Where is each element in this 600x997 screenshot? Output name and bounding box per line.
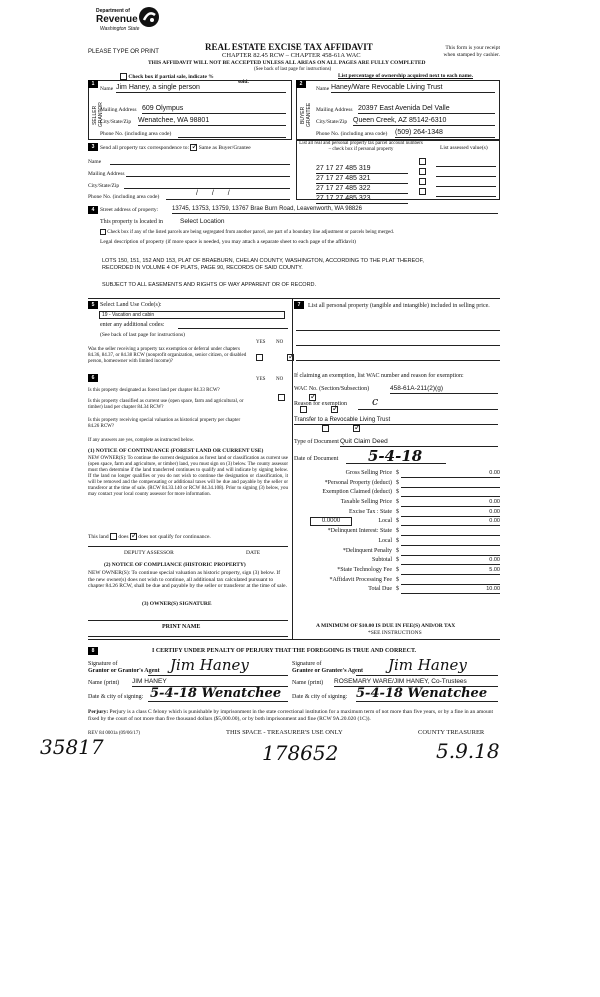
assessed-value-field[interactable] bbox=[436, 187, 496, 197]
ownership-pct: List percentage of ownership acquired next to each name. bbox=[338, 73, 473, 79]
parcel-header: List all real and personal property tax parcel account numbers – check box if personal property bbox=[299, 141, 423, 152]
currency-sign: $ bbox=[396, 537, 399, 544]
parcel-row bbox=[316, 187, 426, 202]
assessed-value-field[interactable] bbox=[436, 157, 496, 167]
tax-row-label: *Affidavit Processing Fee bbox=[329, 576, 392, 583]
tax-row-value[interactable] bbox=[401, 577, 500, 585]
qualify-row: This land does ✓ does not qualify for continuance. bbox=[88, 533, 211, 540]
tax-row-label: *Delinquent Interest: State bbox=[327, 528, 392, 535]
s3-mailing-label: Mailing Address bbox=[88, 171, 125, 177]
owner-signature-line[interactable] bbox=[88, 620, 288, 621]
tax-row-value[interactable] bbox=[401, 548, 500, 556]
legal-line: SUBJECT TO ALL EASEMENTS AND RIGHTS OF WAY APPARENT OR OF RECORD. bbox=[102, 282, 317, 288]
s3-name-field[interactable] bbox=[110, 164, 290, 165]
logo-state: Washington State bbox=[100, 26, 140, 32]
rev-number: REV 84 0001a (09/06/17) bbox=[88, 731, 140, 736]
form-title: REAL ESTATE EXCISE TAX AFFIDAVIT bbox=[205, 42, 373, 52]
assessed-lines bbox=[436, 157, 496, 197]
boundary-checkbox[interactable] bbox=[100, 229, 106, 235]
tax-row-value[interactable] bbox=[401, 489, 500, 497]
reason-field[interactable] bbox=[358, 409, 498, 410]
buyer-mailing-label: Mailing Address bbox=[316, 107, 353, 113]
parcel-number[interactable]: 27 17 27 485 319 bbox=[316, 165, 408, 174]
reason-mark: c bbox=[372, 395, 379, 408]
seller-name-field[interactable]: Jim Haney, a single person bbox=[116, 84, 286, 93]
grantor-date-label: Date & city of signing: bbox=[88, 694, 144, 700]
deputy-date-label: DATE bbox=[246, 550, 261, 556]
section-5-number: 5 bbox=[88, 301, 98, 309]
seller-mailing-label: Mailing Address bbox=[100, 107, 137, 113]
tax-row-label: Local bbox=[378, 537, 392, 544]
buyer-name-field[interactable]: Haney/Ware Revocable Living Trust bbox=[331, 84, 495, 93]
tax-row bbox=[296, 567, 500, 577]
partial-sale: Check box if partial sale, indicate % bbox=[120, 73, 214, 80]
tax-row-value[interactable] bbox=[401, 538, 500, 546]
tax-row bbox=[296, 470, 500, 480]
parcel-row bbox=[316, 157, 426, 172]
located-select[interactable]: Select Location bbox=[180, 218, 225, 225]
section-8-number: 8 bbox=[88, 647, 98, 655]
grantor-sig-label: Signature of Grantor or Grantor's Agent bbox=[88, 661, 160, 674]
tax-row bbox=[296, 538, 500, 548]
logo-name: Revenue bbox=[96, 14, 138, 25]
currency-sign: $ bbox=[396, 557, 399, 564]
does-not-qualify-checkbox[interactable] bbox=[130, 533, 137, 540]
grantor-date-line[interactable] bbox=[148, 701, 288, 702]
section-4-number: 4 bbox=[88, 206, 98, 214]
tax-row bbox=[296, 548, 500, 558]
s3-phone-label: Phone No. (including area code) bbox=[88, 194, 160, 200]
deputy-signature-line[interactable] bbox=[88, 546, 288, 547]
buyer-mailing-field[interactable]: 20397 East Avenida Del Valle bbox=[358, 105, 495, 114]
tax-row-value[interactable]: 0.00 bbox=[401, 499, 500, 507]
owner-signature-label: (3) OWNER(S) SIGNATURE bbox=[142, 601, 212, 607]
logo-mark-icon bbox=[138, 6, 160, 28]
logo-dept: Department of bbox=[96, 8, 130, 14]
doc-type-label: Type of Document bbox=[294, 439, 339, 445]
parcel-number[interactable]: 27 17 27 485 322 bbox=[316, 185, 408, 194]
handwritten-date-right: 5.9.18 bbox=[436, 739, 500, 763]
s6-no: NO bbox=[276, 377, 284, 382]
grantee-date-line[interactable] bbox=[356, 701, 498, 702]
see-instructions: *SEE INSTRUCTIONS bbox=[368, 630, 422, 636]
see-back: (See back of last page for instructions) bbox=[254, 67, 332, 72]
legal-line: RECORDED IN VOLUME 4 OF PLATS, PAGE 90, RECORDS OF SAID COUNTY. bbox=[102, 265, 303, 271]
street-field[interactable]: 13745, 13753, 13759, 13767 Brae Burn Road, Leavenworth, WA 98826 bbox=[172, 205, 498, 214]
grantor-signature-line[interactable] bbox=[148, 675, 288, 676]
deputy-label: DEPUTY ASSESSOR bbox=[124, 550, 174, 556]
section-3-number: 3 bbox=[88, 143, 98, 151]
tax-row bbox=[296, 480, 500, 490]
s5-see-back: (See back of last page for instructions) bbox=[100, 332, 185, 338]
tax-row-value[interactable] bbox=[401, 528, 500, 536]
tax-row bbox=[296, 528, 500, 538]
s3-mailing-field[interactable] bbox=[126, 176, 290, 177]
reason-field-2[interactable]: Transfer to a Revocable Living Trust bbox=[294, 416, 498, 425]
tax-row bbox=[296, 489, 500, 499]
compliance-title: (2) NOTICE OF COMPLIANCE (HISTORIC PROPERTY) bbox=[104, 562, 246, 568]
local-rate-field[interactable]: 0.0000 bbox=[310, 517, 352, 526]
section-2-number: 2 bbox=[296, 80, 306, 88]
s3-phone-field[interactable] bbox=[166, 199, 290, 200]
warning: THIS AFFIDAVIT WILL NOT BE ACCEPTED UNLESS ALL AREAS ON ALL PAGES ARE FULLY COMPLETED bbox=[148, 60, 426, 66]
grantee-signature: Jim Haney bbox=[388, 656, 467, 674]
grantee-date-handwritten: 5-4-18 Wenatchee bbox=[356, 686, 488, 701]
grantor-name-field[interactable]: JIM HANEY bbox=[132, 678, 288, 687]
does-qualify-checkbox[interactable] bbox=[110, 533, 117, 540]
seller-phone-label: Phone No. (including area code) bbox=[100, 131, 172, 137]
seller-city-label: City/State/Zip bbox=[100, 119, 132, 125]
legal-label: Legal description of property (if more space is needed, you may attach a separate sheet to each page of the affidavit) bbox=[100, 239, 356, 245]
tax-row bbox=[296, 586, 500, 596]
perjury-note: Perjury: Perjury is a class C felony which is punishable by imprisonment in the state correctional institution for a maximum term of not more than five years, or by a fine in an amount fixed by the court of not more than five thousand dollars ($5,000.00), or by both imprisonment and fine (RCW 9A.20.020 (1C)). bbox=[88, 709, 494, 722]
buyer-phone-field[interactable]: (509) 264-1348 bbox=[395, 129, 495, 138]
tax-row-value[interactable]: 10.00 bbox=[401, 586, 500, 594]
currency-sign: $ bbox=[396, 508, 399, 515]
tax-row-value[interactable]: 0.00 bbox=[401, 470, 500, 478]
personal-property-field[interactable] bbox=[296, 345, 500, 346]
tax-row-label: Taxable Selling Price bbox=[340, 499, 392, 506]
doc-date-label: Date of Document bbox=[294, 456, 339, 462]
please-type: PLEASE TYPE OR PRINT bbox=[88, 49, 159, 55]
s3-phone-strokes: / / / bbox=[196, 190, 236, 197]
personal-property-field[interactable] bbox=[296, 330, 500, 331]
currency-sign: $ bbox=[396, 528, 399, 535]
currency-sign: $ bbox=[396, 470, 399, 476]
grantee-sig-label: Signature of Grantee or Grantee's Agent bbox=[292, 661, 364, 674]
personal-property-label: List all personal property (tangible and intangible) included in selling price. bbox=[308, 303, 490, 309]
partial-sold: sold. bbox=[238, 79, 249, 85]
s3-city-label: City/State/Zip bbox=[88, 183, 120, 189]
section-7-number: 7 bbox=[294, 301, 304, 309]
send-correspondence: Send all property tax correspondence to: ✓ Same as Buyer/Grantee bbox=[100, 144, 251, 151]
tax-row-label: Exemption Claimed (deduct) bbox=[322, 489, 392, 496]
boundary-note: Check box if any of the listed parcels are being segregated from another parcel, are part of a boundary line adjustment or parcels being merged. bbox=[100, 229, 500, 236]
buyer-phone-label: Phone No. (including area code) bbox=[316, 131, 388, 137]
reason-label: Reason for exemption bbox=[294, 401, 347, 407]
grantee-signature-line[interactable] bbox=[356, 675, 498, 676]
tax-row-label: Gross Selling Price bbox=[345, 470, 392, 476]
print-name-label: PRINT NAME bbox=[162, 624, 201, 630]
legal-line: LOTS 150, 151, 152 AND 153, PLAT OF BRAEBURN, CHELAN COUNTY, WASHINGTON, ACCORDING TO THE PLAT THEREOF, bbox=[102, 258, 424, 264]
handwritten-number-center: 178652 bbox=[262, 741, 339, 765]
parcel-number[interactable]: 27 17 27 485 321 bbox=[316, 175, 408, 184]
s5-no: NO bbox=[276, 340, 284, 345]
currency-sign: $ bbox=[396, 576, 399, 583]
legal-description bbox=[102, 258, 502, 289]
print-name-line[interactable] bbox=[88, 636, 288, 637]
tax-row-label: *State Technology Fee bbox=[337, 566, 392, 573]
same-as-buyer-checkbox[interactable] bbox=[190, 144, 197, 151]
exemption-question: Was the seller receiving a property tax exemption or deferral under chapters 84.36, 84.37, or 84.38 RCW (nonprofit organization, senior citizen, or disabled person, homeowner with limited income)? bbox=[88, 347, 247, 364]
column-divider bbox=[292, 299, 293, 639]
tax-row-label: *Delinquent Penalty bbox=[342, 547, 392, 554]
grantee-date-label: Date & city of signing: bbox=[292, 694, 348, 700]
s3-name-label: Name bbox=[88, 159, 102, 165]
personal-property-checkbox[interactable] bbox=[419, 158, 426, 165]
parcel-list bbox=[316, 157, 426, 202]
seller-mailing-field[interactable]: 609 Olympus bbox=[142, 105, 286, 114]
land-use-select[interactable]: 19 - Vacation and cabin bbox=[99, 311, 285, 319]
personal-property-field[interactable] bbox=[296, 360, 500, 361]
buyer-city-label: City/State/Zip bbox=[316, 119, 348, 125]
tax-table bbox=[296, 470, 500, 596]
tax-row-label: Total Due bbox=[368, 586, 392, 593]
doc-type-field[interactable]: Quit Claim Deed bbox=[340, 438, 498, 447]
partial-sale-checkbox[interactable] bbox=[120, 73, 127, 80]
tax-row-label: Local bbox=[378, 518, 392, 525]
continuance-title: (1) NOTICE OF CONTINUANCE (FOREST LAND OR CURRENT USE) bbox=[88, 448, 264, 454]
buyer-side-label: BUYER GRANTEE bbox=[300, 102, 312, 128]
tax-row bbox=[296, 499, 500, 509]
compliance-body: NEW OWNER(S): To continue special valuation as historic property, sign (3) below. If the new owner(s) does not wish to continue, all additional tax calculated pursuant to chapter 84.26 RCW, shall be due and payable by the seller or transferor at the time of sale. bbox=[88, 570, 287, 589]
historic-question: Is this property receiving special valuation as historical property per chapter 84.26 RCW? bbox=[88, 418, 241, 429]
form-chapter: CHAPTER 82.45 RCW – CHAPTER 458-61A WAC bbox=[222, 52, 361, 59]
historic-no-checkbox[interactable] bbox=[353, 425, 360, 432]
seller-city-field[interactable]: Wenatchee, WA 98801 bbox=[138, 117, 286, 126]
grantor-date-handwritten: 5-4-18 Wenatchee bbox=[150, 686, 282, 701]
if-yes-note: If any answers are yes, complete as instructed below. bbox=[88, 438, 195, 443]
currency-sign: $ bbox=[396, 479, 399, 486]
forest-question: Is this property designated as forest land per chapter 84.33 RCW? bbox=[88, 388, 220, 393]
parcel-row bbox=[316, 177, 426, 192]
buyer-city-field[interactable]: Queen Creek, AZ 85142-6310 bbox=[353, 117, 495, 126]
additional-codes-field[interactable] bbox=[178, 328, 288, 329]
grantor-name-label: Name (print) bbox=[88, 680, 120, 686]
assessed-value-field[interactable] bbox=[436, 167, 496, 177]
tax-row-value[interactable] bbox=[401, 480, 500, 488]
currency-sign: $ bbox=[396, 586, 399, 593]
doc-date-handwritten: 5-4-18 bbox=[368, 447, 423, 465]
grantee-name-label: Name (print) bbox=[292, 680, 324, 686]
forest-no-checkbox[interactable] bbox=[309, 394, 316, 401]
parcel-number[interactable]: 27 17 27 485 323 bbox=[316, 195, 408, 204]
personal-property-checkbox[interactable] bbox=[419, 188, 426, 195]
handwritten-number-left: 35817 bbox=[40, 735, 104, 759]
exemption-yes-checkbox[interactable] bbox=[256, 354, 263, 361]
parcel-row bbox=[316, 167, 426, 182]
currency-sign: $ bbox=[396, 566, 399, 573]
forest-yes-checkbox[interactable] bbox=[278, 394, 285, 401]
personal-property-checkbox[interactable] bbox=[419, 168, 426, 175]
additional-codes: enter any additional codes: bbox=[100, 322, 165, 328]
seller-side-label: SELLER GRANTOR bbox=[92, 102, 104, 128]
tax-row-label: Excise Tax : State bbox=[349, 508, 392, 515]
grantee-name-field[interactable]: ROSEMARY WARE/JIM HANEY, Co-Trustees bbox=[334, 678, 498, 687]
s5-yes: YES bbox=[256, 340, 266, 345]
buyer-name-label: Name bbox=[316, 86, 330, 92]
land-use-label: Select Land Use Code(s): bbox=[100, 302, 162, 308]
tax-row-value[interactable]: 0.00 bbox=[401, 518, 500, 526]
tax-row bbox=[296, 577, 500, 587]
currency-sign: $ bbox=[396, 547, 399, 554]
tax-row-label: *Personal Property (deduct) bbox=[324, 479, 392, 486]
treasurer-label: THIS SPACE - TREASURER'S USE ONLY bbox=[226, 729, 343, 736]
located-label: This property is located in bbox=[100, 219, 163, 225]
tax-row bbox=[296, 518, 500, 528]
personal-property-checkbox[interactable] bbox=[419, 178, 426, 185]
assessed-value-field[interactable] bbox=[436, 177, 496, 187]
receipt-note: This form is your receipt when stamped by cashier. bbox=[443, 45, 500, 58]
section-1-number: 1 bbox=[88, 80, 98, 88]
currency-sign: $ bbox=[396, 518, 399, 525]
currency-sign: $ bbox=[396, 499, 399, 506]
section-6-number: 6 bbox=[88, 374, 98, 382]
current-use-question: Is this property classified as current use (open space, farm and agricultural, or timber) land per chapter 84.34 RCW? bbox=[88, 399, 244, 410]
wac-label: WAC No. (Section/Subsection) bbox=[294, 386, 370, 392]
county-treasurer-label: COUNTY TREASURER bbox=[418, 729, 485, 736]
tax-row-value[interactable]: 5.00 bbox=[401, 567, 500, 575]
seller-name-label: Name bbox=[100, 86, 114, 92]
continuance-body: NEW OWNER(S): To continue the current designation as forest land or classification as current use (open space, farm and agriculture, or timber) land, you must sign on (3) below. The county assessor must then determine if the land transferred continues to qualify and will indicate by signing below. If the land no longer qualifies or you do not wish to continue the designation or classification, it will be removed and the compensating or additional taxes will be due and payable by the seller or transferor at the time of sale. (RCW 84.33.140 or RCW 84.34.108). Prior to signing (3) below, you may contact your local county assessor for more information. bbox=[88, 456, 288, 497]
assessed-header: List assessed value(s) bbox=[440, 145, 488, 151]
wac-field[interactable]: 458-61A-211(2)(g) bbox=[390, 385, 498, 394]
divider bbox=[88, 298, 500, 299]
tax-row-label: Subtotal bbox=[371, 557, 392, 564]
grantor-signature: Jim Haney bbox=[170, 656, 249, 674]
s6-yes: YES bbox=[256, 377, 266, 382]
s3-city-field[interactable] bbox=[124, 188, 290, 189]
tax-row-value[interactable]: 0.00 bbox=[401, 557, 500, 565]
minimum-note: A MINIMUM OF $10.00 IS DUE IN FEE(S) AND/OR TAX bbox=[316, 623, 456, 629]
historic-yes-checkbox[interactable] bbox=[322, 425, 329, 432]
dor-logo bbox=[96, 6, 166, 44]
tax-row-value[interactable]: 0.00 bbox=[401, 509, 500, 517]
seller-phone-field[interactable] bbox=[178, 129, 286, 138]
divider bbox=[88, 639, 500, 640]
currency-sign: $ bbox=[396, 489, 399, 496]
certify-statement: I CERTIFY UNDER PENALTY OF PERJURY THAT THE FOREGOING IS TRUE AND CORRECT. bbox=[152, 648, 417, 654]
street-label: Street address of property: bbox=[100, 207, 159, 213]
exemption-label: If claiming an exemption, list WAC number and reason for exemption: bbox=[294, 373, 464, 379]
tax-row bbox=[296, 557, 500, 567]
